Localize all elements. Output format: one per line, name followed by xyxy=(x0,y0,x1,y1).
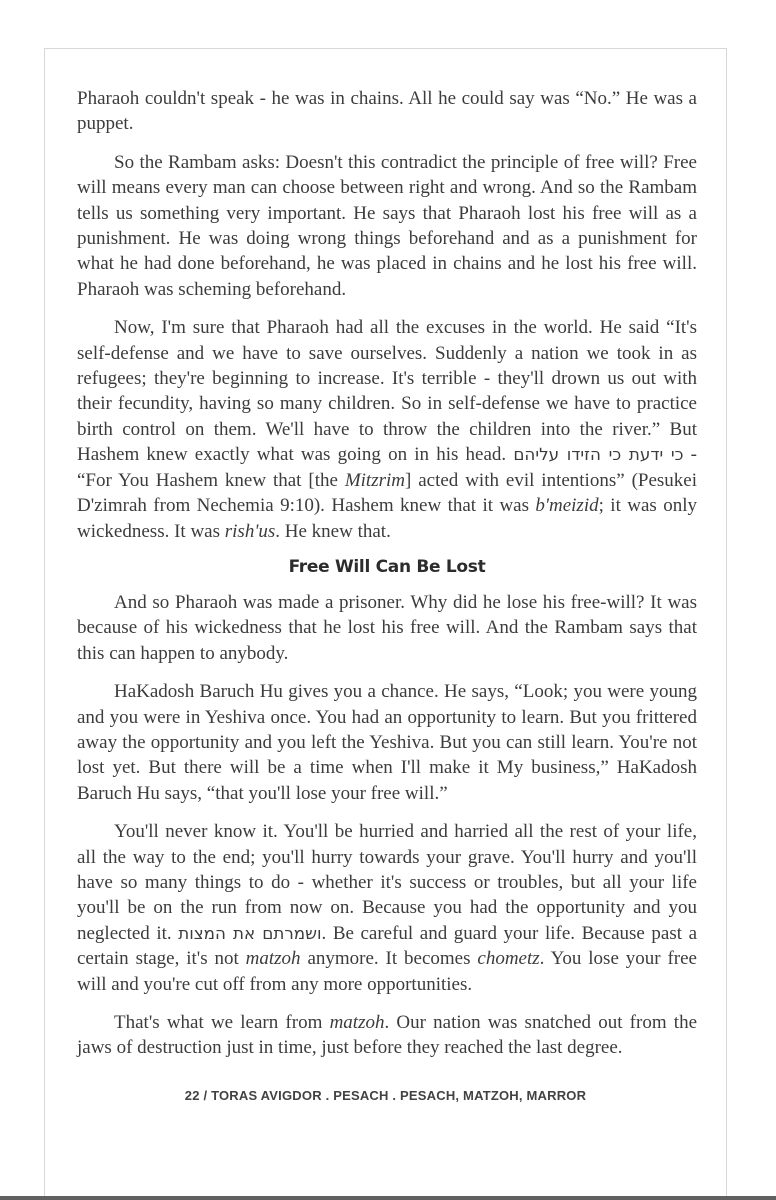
text-segment: . Our nation was snatched out from the jaws of destruction just in time, just before they reached the last degree. xyxy=(77,1012,697,1059)
paragraph xyxy=(77,819,697,997)
text-segment: ; it was only wickedness. It was xyxy=(77,495,697,542)
text-segment: And so Pharaoh was made a prisoner. Why did he lose his free-will? It was because of his wickedness that he lost his free will. And the Rambam says that this can happen to anybody. xyxy=(77,591,697,664)
italic-term: matzoh xyxy=(329,1012,385,1033)
text-segment: That's what we learn from xyxy=(114,1012,330,1033)
italic-term: matzoh xyxy=(245,948,301,970)
italic-term: chometz xyxy=(477,948,540,970)
paragraph xyxy=(77,590,697,666)
page-footer: 22 / TORAS AVIGDOR . PESACH . PESACH, MATZOH, MARROR xyxy=(184,1087,587,1103)
text-segment: You'll never know it. You'll be hurried and harried all the rest of your life, all the way to the end; you'll hurry towards your grave. You'll hurry and you'll have so many things to do - whether it's success or troubles, but all your life you'll be on the run from now on. Because you had the opportunity and you neglected it. xyxy=(77,821,697,944)
body-content xyxy=(45,49,726,1061)
text-segment: . He knew that. xyxy=(275,520,391,542)
hebrew-phrase: כי ידעת כי הזידו עליהם xyxy=(513,444,684,465)
page-frame xyxy=(44,48,727,1200)
text-segment: . You lose your free will and you're cut off from any more opportunities. xyxy=(77,948,697,995)
hebrew-phrase: ושמרתם את המצות xyxy=(178,922,322,943)
text-segment: So the Rambam asks: Doesn't this contradict the principle of free will? Free will means every man can choose between right and wrong. And so the Rambam tells us something very important. He says that Pharaoh lost his free will as a punishment. He was doing wrong things beforehand and as a punishment for what he had done beforehand, he was placed in chains and he lost his free will. Pharaoh was scheming beforehand. xyxy=(77,151,697,300)
text-segment: anymore. It becomes xyxy=(300,948,478,970)
bottom-band xyxy=(0,1196,776,1200)
paragraph xyxy=(77,150,697,302)
text-segment: - “For You Hashem knew that [the xyxy=(77,444,697,491)
text-segment: HaKadosh Baruch Hu gives you a chance. He says, “Look; you were young and you were in Yeshiva once. You had an opportunity to learn. But you frittered away the opportunity and you left the Yeshiva. But you can still learn. You're not lost yet. But there will be a time when I'll make it My business,” HaKadosh Baruch Hu says, “that you'll lose your free will.” xyxy=(77,681,697,804)
text-segment: Now, I'm sure that Pharaoh had all the excuses in the world. He said “It's self-defense and we have to save ourselves. Suddenly a nation we took in as refugees; they're beginning to increase. It's terrible - they'll drown us out with their fecundity, having so many children. So in self-defense we have to practice birth control on them. We'll have to throw the children into the river.” But Hashem knew exactly what was going on in his head. xyxy=(77,317,697,466)
section-heading: Free Will Can Be Lost xyxy=(288,556,486,577)
paragraph xyxy=(77,679,697,806)
italic-term: b'meizid xyxy=(535,495,599,517)
text-segment: . Be careful and guard your life. Because past a certain stage, it's not xyxy=(77,922,698,970)
italic-term: Mitzrim xyxy=(344,469,405,491)
italic-term: rish'us xyxy=(224,520,276,542)
paragraph xyxy=(77,86,697,137)
text-segment: Pharaoh couldn't speak - he was in chains. All he could say was “No.” He was a puppet. xyxy=(77,88,697,135)
paragraph xyxy=(77,315,697,544)
paragraph xyxy=(77,1010,697,1061)
text-segment: ] acted with evil intentions” (Pesukei D'zimrah from Nechemia 9:10). Hashem knew that it was xyxy=(77,469,698,517)
